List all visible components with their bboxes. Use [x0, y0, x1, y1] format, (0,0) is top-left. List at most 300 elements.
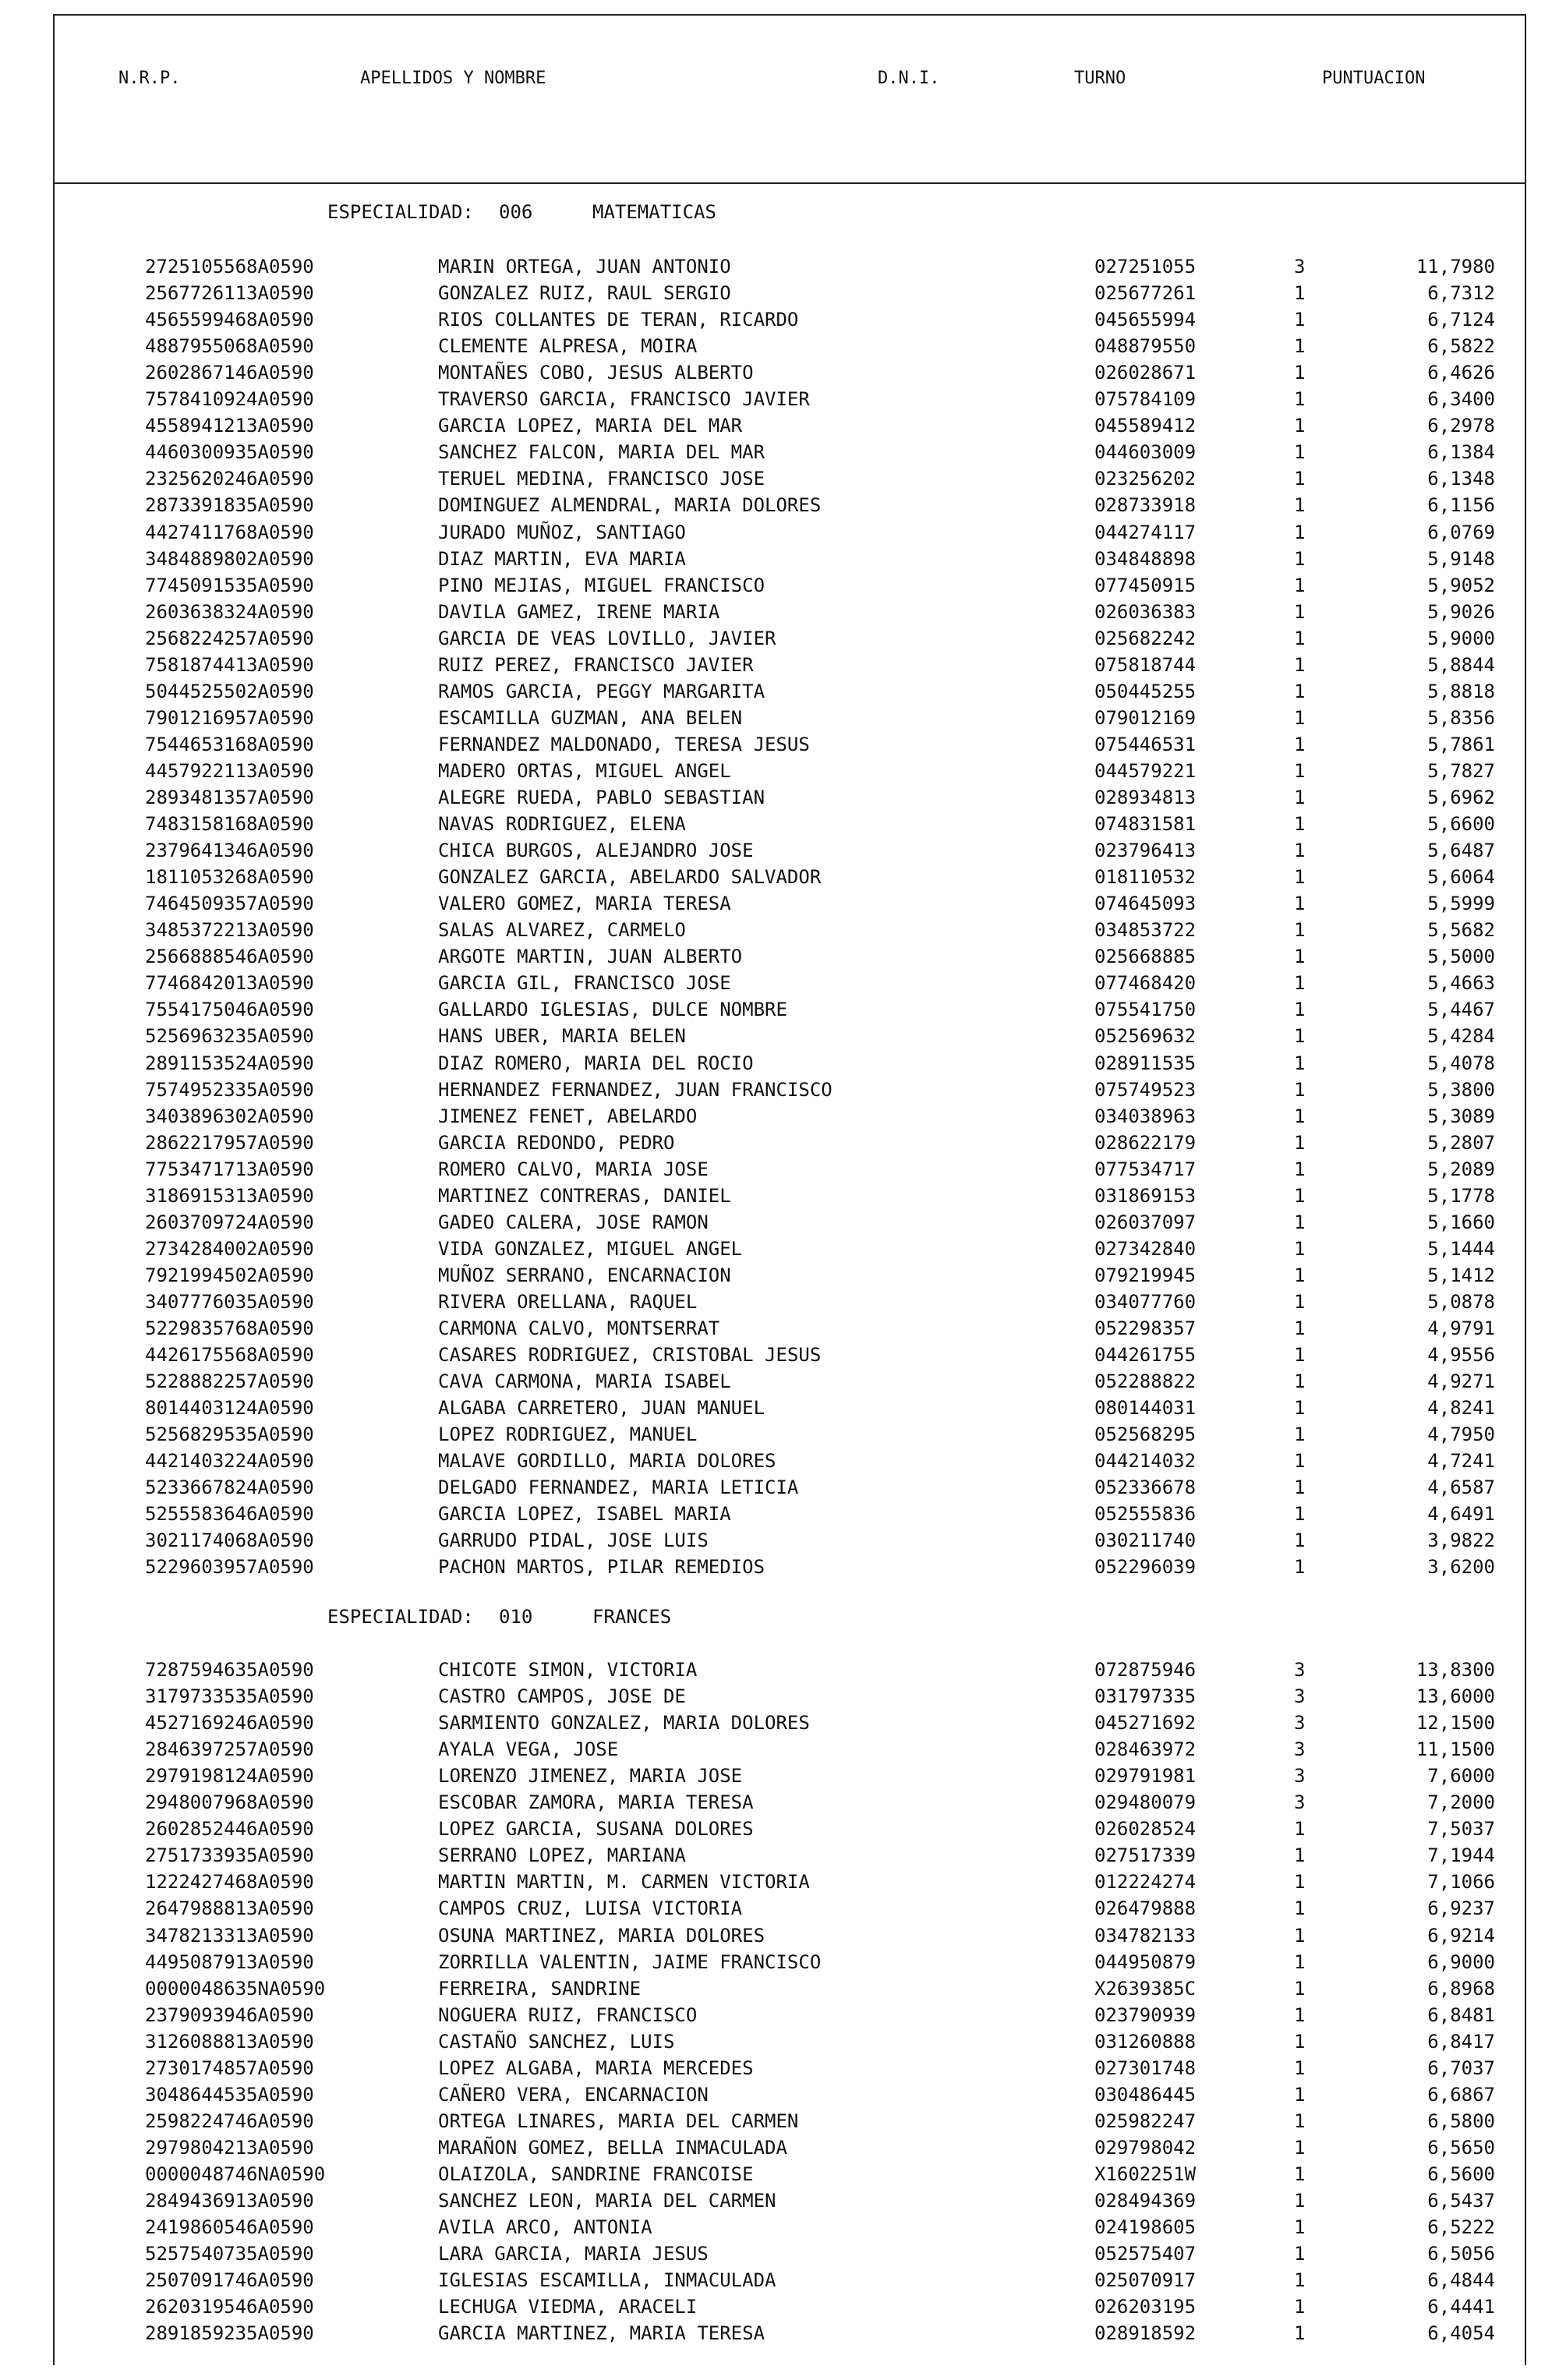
nrp-cell: 4495087913A0590	[145, 1950, 314, 1973]
section-code: 010	[499, 1606, 533, 1628]
turno-cell: 1	[1294, 1950, 1306, 1973]
nrp-cell: 7483158168A0590	[145, 813, 314, 836]
table-row	[0, 707, 1559, 734]
puntuacion-cell: 5,3089	[1427, 1105, 1495, 1127]
puntuacion-cell: 6,7124	[1427, 309, 1495, 331]
nrp-cell: 7544653168A0590	[145, 733, 314, 755]
nrp-cell: 4426175568A0590	[145, 1344, 314, 1367]
nrp-cell: 2873391835A0590	[145, 494, 314, 517]
name-cell: LOPEZ RODRIGUEZ, MANUEL	[438, 1423, 698, 1446]
nrp-cell: 5228882257A0590	[145, 1370, 314, 1393]
turno-cell: 1	[1294, 972, 1306, 995]
table-row	[0, 2031, 1559, 2057]
dni-cell: 028733918	[1094, 494, 1197, 517]
puntuacion-cell: 5,8844	[1427, 653, 1495, 676]
dni-cell: 044274117	[1094, 521, 1197, 543]
turno-cell: 1	[1294, 840, 1306, 862]
dni-cell: 074831581	[1094, 813, 1197, 836]
nrp-cell: 1222427468A0590	[145, 1871, 314, 1894]
nrp-cell: 4527169246A0590	[145, 1712, 314, 1735]
puntuacion-cell: 6,7312	[1427, 282, 1495, 305]
dni-cell: 052569632	[1094, 1025, 1197, 1048]
name-cell: GONZALEZ RUIZ, RAUL SERGIO	[438, 282, 731, 305]
dni-cell: 044261755	[1094, 1344, 1197, 1367]
puntuacion-cell: 6,9214	[1427, 1924, 1495, 1947]
name-cell: ESCOBAR ZAMORA, MARIA TERESA	[438, 1791, 754, 1814]
puntuacion-cell: 5,1444	[1427, 1237, 1495, 1260]
nrp-cell: 3403896302A0590	[145, 1105, 314, 1127]
table-row	[0, 1344, 1559, 1370]
name-cell: JIMENEZ FENET, ABELARDO	[438, 1105, 698, 1127]
dni-cell: 080144031	[1094, 1397, 1197, 1420]
turno-cell: 1	[1294, 627, 1306, 649]
turno-cell: 1	[1294, 2269, 1306, 2292]
section-name: MATEMATICAS	[592, 201, 716, 223]
section-label: ESPECIALIDAD:	[327, 201, 474, 223]
dni-cell: 052568295	[1094, 1423, 1197, 1446]
nrp-cell: 3048644535A0590	[145, 2083, 314, 2106]
turno-cell: 1	[1294, 282, 1306, 305]
table-row	[0, 1079, 1559, 1105]
nrp-cell: 2734284002A0590	[145, 1237, 314, 1260]
turno-cell: 1	[1294, 2296, 1306, 2318]
table-row	[0, 1844, 1559, 1871]
puntuacion-cell: 6,5822	[1427, 335, 1495, 358]
nrp-cell: 2751733935A0590	[145, 1844, 314, 1867]
nrp-cell: 3485372213A0590	[145, 919, 314, 942]
name-cell: CAÑERO VERA, ENCARNACION	[438, 2083, 709, 2106]
name-cell: ALEGRE RUEDA, PABLO SEBASTIAN	[438, 787, 765, 808]
puntuacion-cell: 4,9556	[1427, 1344, 1495, 1367]
puntuacion-cell: 6,1348	[1427, 468, 1495, 490]
turno-cell: 1	[1294, 1184, 1306, 1207]
dni-cell: 028934813	[1094, 787, 1197, 808]
dni-cell: 026203195	[1094, 2296, 1197, 2318]
dni-cell: 034848898	[1094, 547, 1197, 570]
dni-cell: 024198605	[1094, 2216, 1197, 2239]
turno-cell: 1	[1294, 574, 1306, 596]
table-row	[0, 681, 1559, 707]
name-cell: DAVILA GAMEZ, IRENE MARIA	[438, 600, 720, 623]
name-cell: RAMOS GARCIA, PEGGY MARGARITA	[438, 680, 765, 702]
nrp-cell: 5229603957A0590	[145, 1556, 314, 1579]
dni-cell: X2639385C	[1094, 1977, 1197, 2000]
table-row	[0, 309, 1559, 335]
dni-cell: 045271692	[1094, 1712, 1197, 1735]
table-row	[0, 548, 1559, 575]
name-cell: GARRUDO PIDAL, JOSE LUIS	[438, 1529, 709, 1552]
table-row	[0, 1685, 1559, 1712]
nrp-cell: 2891859235A0590	[145, 2322, 314, 2345]
table-row	[0, 2269, 1559, 2296]
name-cell: PINO MEJIAS, MIGUEL FRANCISCO	[438, 574, 765, 596]
dni-cell: 026037097	[1094, 1211, 1197, 1233]
dni-cell: 029791981	[1094, 1765, 1197, 1788]
turno-cell: 3	[1294, 1659, 1306, 1681]
puntuacion-cell: 4,7950	[1427, 1423, 1495, 1446]
turno-cell: 1	[1294, 1025, 1306, 1048]
puntuacion-cell: 3,6200	[1427, 1556, 1495, 1579]
table-row	[0, 468, 1559, 494]
turno-cell: 1	[1294, 1503, 1306, 1526]
table-row	[0, 1791, 1559, 1818]
name-cell: IGLESIAS ESCAMILLA, INMACULADA	[438, 2269, 776, 2292]
puntuacion-cell: 5,4284	[1427, 1025, 1495, 1048]
puntuacion-cell: 5,6064	[1427, 866, 1495, 889]
dni-cell: 034782133	[1094, 1924, 1197, 1947]
nrp-cell: 3021174068A0590	[145, 1529, 314, 1552]
table-row	[0, 1765, 1559, 1791]
dni-cell: 052555836	[1094, 1503, 1197, 1526]
name-cell: ZORRILLA VALENTIN, JAIME FRANCISCO	[438, 1950, 822, 1973]
turno-cell: 1	[1294, 1158, 1306, 1180]
nrp-cell: 2891153524A0590	[145, 1052, 314, 1074]
dni-cell: 044579221	[1094, 759, 1197, 782]
table-row	[0, 1317, 1559, 1344]
puntuacion-cell: 6,9237	[1427, 1897, 1495, 1920]
table-row	[0, 1132, 1559, 1158]
nrp-cell: 3179733535A0590	[145, 1685, 314, 1708]
nrp-cell: 2730174857A0590	[145, 2056, 314, 2079]
name-cell: MALAVE GORDILLO, MARIA DOLORES	[438, 1450, 776, 1473]
dni-cell: 052336678	[1094, 1476, 1197, 1499]
turno-cell: 1	[1294, 1237, 1306, 1260]
nrp-cell: 0000048746NA0590	[145, 2163, 326, 2185]
name-cell: JURADO MUÑOZ, SANTIAGO	[438, 521, 686, 543]
nrp-cell: 2603638324A0590	[145, 600, 314, 623]
col-nrp-header: N.R.P.	[118, 69, 181, 88]
puntuacion-cell: 5,8356	[1427, 706, 1495, 729]
dni-cell: 052288822	[1094, 1370, 1197, 1393]
puntuacion-cell: 5,7861	[1427, 733, 1495, 755]
name-cell: GARCIA LOPEZ, MARIA DEL MAR	[438, 415, 743, 437]
table-row	[0, 1818, 1559, 1844]
name-cell: LOPEZ GARCIA, SUSANA DOLORES	[438, 1818, 754, 1841]
puntuacion-cell: 5,2089	[1427, 1158, 1495, 1180]
table-row	[0, 866, 1559, 893]
nrp-cell: 2948007968A0590	[145, 1791, 314, 1814]
nrp-cell: 0000048635NA0590	[145, 1977, 326, 2000]
table-row	[0, 1503, 1559, 1529]
nrp-cell: 5233667824A0590	[145, 1476, 314, 1499]
table-row	[0, 1978, 1559, 2004]
name-cell: CASARES RODRIGUEZ, CRISTOBAL JESUS	[438, 1344, 822, 1367]
turno-cell: 1	[1294, 441, 1306, 464]
puntuacion-cell: 7,6000	[1427, 1765, 1495, 1788]
name-cell: CAMPOS CRUZ, LUISA VICTORIA	[438, 1897, 743, 1920]
table-row	[0, 1211, 1559, 1238]
table-row	[0, 840, 1559, 866]
dni-cell: 075784109	[1094, 388, 1197, 411]
turno-cell: 1	[1294, 335, 1306, 358]
nrp-cell: 2602867146A0590	[145, 362, 314, 384]
turno-cell: 1	[1294, 1476, 1306, 1499]
table-row	[0, 1105, 1559, 1132]
nrp-cell: 2725105568A0590	[145, 256, 314, 278]
dni-cell: 034077760	[1094, 1290, 1197, 1313]
table-row	[0, 1556, 1559, 1583]
dni-cell: 026028524	[1094, 1818, 1197, 1841]
table-row	[0, 1052, 1559, 1079]
turno-cell: 3	[1294, 1791, 1306, 1814]
table-row	[0, 2004, 1559, 2031]
section-code: 006	[499, 201, 533, 223]
nrp-cell: 2893481357A0590	[145, 787, 314, 808]
table-row	[0, 919, 1559, 946]
table-row	[0, 2190, 1559, 2216]
table-row	[0, 2322, 1559, 2349]
table-row	[0, 1951, 1559, 1978]
dni-cell: 030211740	[1094, 1529, 1197, 1552]
col-name-header: APELLIDOS Y NOMBRE	[360, 69, 546, 88]
puntuacion-cell: 5,6487	[1427, 840, 1495, 862]
turno-cell: 1	[1294, 1397, 1306, 1420]
puntuacion-cell: 3,9822	[1427, 1529, 1495, 1552]
puntuacion-cell: 5,6962	[1427, 787, 1495, 808]
name-cell: GALLARDO IGLESIAS, DULCE NOMBRE	[438, 999, 787, 1021]
dni-cell: 025668885	[1094, 946, 1197, 968]
dni-cell: X1602251W	[1094, 2163, 1197, 2185]
nrp-cell: 2979804213A0590	[145, 2136, 314, 2159]
puntuacion-cell: 4,6587	[1427, 1476, 1495, 1499]
dni-cell: 025982247	[1094, 2109, 1197, 2132]
table-row	[0, 388, 1559, 415]
name-cell: MUÑOZ SERRANO, ENCARNACION	[438, 1264, 731, 1286]
dni-cell: 045655994	[1094, 309, 1197, 331]
turno-cell: 1	[1294, 2003, 1306, 2026]
turno-cell: 1	[1294, 1264, 1306, 1286]
dni-cell: 034853722	[1094, 919, 1197, 942]
col-dni-header: D.N.I.	[878, 69, 940, 88]
puntuacion-cell: 7,2000	[1427, 1791, 1495, 1814]
dni-cell: 023796413	[1094, 840, 1197, 862]
turno-cell: 1	[1294, 787, 1306, 808]
table-row	[0, 999, 1559, 1025]
table-header	[53, 14, 1526, 184]
dni-cell: 031260888	[1094, 2030, 1197, 2053]
nrp-cell: 2379641346A0590	[145, 840, 314, 862]
puntuacion-cell: 6,5222	[1427, 2216, 1495, 2239]
table-row	[0, 734, 1559, 760]
dni-cell: 044214032	[1094, 1450, 1197, 1473]
nrp-cell: 5229835768A0590	[145, 1317, 314, 1339]
name-cell: SANCHEZ LEON, MARIA DEL CARMEN	[438, 2190, 776, 2212]
nrp-cell: 2567726113A0590	[145, 282, 314, 305]
dni-cell: 079219945	[1094, 1264, 1197, 1286]
turno-cell: 1	[1294, 706, 1306, 729]
dni-cell: 075541750	[1094, 999, 1197, 1021]
name-cell: CHICA BURGOS, ALEJANDRO JOSE	[438, 840, 754, 862]
turno-cell: 1	[1294, 494, 1306, 517]
name-cell: MONTAÑES COBO, JESUS ALBERTO	[438, 362, 754, 384]
puntuacion-cell: 6,4441	[1427, 2296, 1495, 2318]
nrp-cell: 2620319546A0590	[145, 2296, 314, 2318]
dni-cell: 028622179	[1094, 1131, 1197, 1154]
turno-cell: 1	[1294, 2030, 1306, 2053]
table-row	[0, 1264, 1559, 1291]
nrp-cell: 5257540735A0590	[145, 2243, 314, 2265]
dni-cell: 025677261	[1094, 282, 1197, 305]
puntuacion-cell: 5,1660	[1427, 1211, 1495, 1233]
nrp-cell: 7901216957A0590	[145, 706, 314, 729]
puntuacion-cell: 5,1412	[1427, 1264, 1495, 1286]
table-row	[0, 362, 1559, 388]
puntuacion-cell: 4,7241	[1427, 1450, 1495, 1473]
name-cell: ALGABA CARRETERO, JUAN MANUEL	[438, 1397, 765, 1420]
nrp-cell: 2507091746A0590	[145, 2269, 314, 2292]
turno-cell: 1	[1294, 999, 1306, 1021]
name-cell: DOMINGUEZ ALMENDRAL, MARIA DOLORES	[438, 494, 822, 517]
puntuacion-cell: 5,4078	[1427, 1052, 1495, 1074]
dni-cell: 028918592	[1094, 2322, 1197, 2345]
turno-cell: 1	[1294, 388, 1306, 411]
name-cell: AYALA VEGA, JOSE	[438, 1738, 619, 1761]
name-cell: MARTINEZ CONTRERAS, DANIEL	[438, 1184, 731, 1207]
name-cell: FERREIRA, SANDRINE	[438, 1977, 642, 2000]
puntuacion-cell: 5,1778	[1427, 1184, 1495, 1207]
nrp-cell: 8014403124A0590	[145, 1397, 314, 1420]
col-turno-header: TURNO	[1074, 69, 1126, 88]
nrp-cell: 5044525502A0590	[145, 680, 314, 702]
name-cell: OLAIZOLA, SANDRINE FRANCOISE	[438, 2163, 754, 2185]
table-row	[0, 2216, 1559, 2243]
dni-cell: 031869153	[1094, 1184, 1197, 1207]
nrp-cell: 7464509357A0590	[145, 893, 314, 915]
puntuacion-cell: 6,7037	[1427, 2056, 1495, 2079]
table-row	[0, 1397, 1559, 1423]
turno-cell: 1	[1294, 521, 1306, 543]
table-row	[0, 2110, 1559, 2137]
nrp-cell: 2566888546A0590	[145, 946, 314, 968]
turno-cell: 1	[1294, 2083, 1306, 2106]
nrp-cell: 2325620246A0590	[145, 468, 314, 490]
name-cell: HERNANDEZ FERNANDEZ, JUAN FRANCISCO	[438, 1078, 833, 1101]
turno-cell: 1	[1294, 2322, 1306, 2345]
nrp-cell: 4887955068A0590	[145, 335, 314, 358]
name-cell: CASTRO CAMPOS, JOSE DE	[438, 1685, 686, 1708]
table-row	[0, 2243, 1559, 2269]
dni-cell: 077450915	[1094, 574, 1197, 596]
turno-cell: 1	[1294, 2190, 1306, 2212]
table-row	[0, 575, 1559, 601]
name-cell: TRAVERSO GARCIA, FRANCISCO JAVIER	[438, 388, 810, 411]
name-cell: LARA GARCIA, MARIA JESUS	[438, 2243, 709, 2265]
turno-cell: 1	[1294, 2163, 1306, 2185]
dni-cell: 025682242	[1094, 627, 1197, 649]
nrp-cell: 2568224257A0590	[145, 627, 314, 649]
puntuacion-cell: 5,7827	[1427, 759, 1495, 782]
turno-cell: 1	[1294, 946, 1306, 968]
puntuacion-cell: 4,9791	[1427, 1317, 1495, 1339]
turno-cell: 3	[1294, 1712, 1306, 1735]
table-row	[0, 2057, 1559, 2084]
turno-cell: 1	[1294, 1977, 1306, 2000]
dni-cell: 026036383	[1094, 600, 1197, 623]
table-row	[0, 813, 1559, 840]
dni-cell: 072875946	[1094, 1659, 1197, 1681]
dni-cell: 026028671	[1094, 362, 1197, 384]
turno-cell: 1	[1294, 1290, 1306, 1313]
turno-cell: 1	[1294, 2243, 1306, 2265]
turno-cell: 1	[1294, 1317, 1306, 1339]
dni-cell: 044603009	[1094, 441, 1197, 464]
nrp-cell: 7581874413A0590	[145, 653, 314, 676]
nrp-cell: 7746842013A0590	[145, 972, 314, 995]
turno-cell: 1	[1294, 893, 1306, 915]
dni-cell: 023790939	[1094, 2003, 1197, 2026]
dni-cell: 031797335	[1094, 1685, 1197, 1708]
turno-cell: 1	[1294, 600, 1306, 623]
dni-cell: 029798042	[1094, 2136, 1197, 2159]
puntuacion-cell: 5,5682	[1427, 919, 1495, 942]
name-cell: GARCIA DE VEAS LOVILLO, JAVIER	[438, 627, 776, 649]
nrp-cell: 2598224746A0590	[145, 2109, 314, 2132]
table-row	[0, 1291, 1559, 1317]
puntuacion-cell: 6,6867	[1427, 2083, 1495, 2106]
dni-cell: 075818744	[1094, 653, 1197, 676]
name-cell: LORENZO JIMENEZ, MARIA JOSE	[438, 1765, 743, 1788]
turno-cell: 1	[1294, 362, 1306, 384]
turno-cell: 1	[1294, 1897, 1306, 1920]
dni-cell: 027342840	[1094, 1237, 1197, 1260]
puntuacion-cell: 5,0878	[1427, 1290, 1495, 1313]
turno-cell: 3	[1294, 256, 1306, 278]
puntuacion-cell: 5,9148	[1427, 547, 1495, 570]
table-row	[0, 1370, 1559, 1397]
name-cell: AVILA ARCO, ANTONIA	[438, 2216, 652, 2239]
puntuacion-cell: 6,1384	[1427, 441, 1495, 464]
turno-cell: 1	[1294, 919, 1306, 942]
puntuacion-cell: 11,1500	[1416, 1738, 1495, 1761]
col-punt-header: PUNTUACION	[1322, 69, 1426, 88]
name-cell: VIDA GONZALEZ, MIGUEL ANGEL	[438, 1237, 743, 1260]
dni-cell: 052575407	[1094, 2243, 1197, 2265]
nrp-cell: 2862217957A0590	[145, 1131, 314, 1154]
puntuacion-cell: 5,9000	[1427, 627, 1495, 649]
name-cell: ESCAMILLA GUZMAN, ANA BELEN	[438, 706, 743, 729]
puntuacion-cell: 5,5999	[1427, 893, 1495, 915]
dni-cell: 030486445	[1094, 2083, 1197, 2106]
dni-cell: 045589412	[1094, 415, 1197, 437]
nrp-cell: 7287594635A0590	[145, 1659, 314, 1681]
name-cell: TERUEL MEDINA, FRANCISCO JOSE	[438, 468, 765, 490]
table-row	[0, 282, 1559, 309]
table-row	[0, 2137, 1559, 2163]
puntuacion-cell: 5,9052	[1427, 574, 1495, 596]
nrp-cell: 7554175046A0590	[145, 999, 314, 1021]
name-cell: SALAS ALVAREZ, CARMELO	[438, 919, 686, 942]
dni-cell: 028494369	[1094, 2190, 1197, 2212]
name-cell: NAVAS RODRIGUEZ, ELENA	[438, 813, 686, 836]
puntuacion-cell: 5,2807	[1427, 1131, 1495, 1154]
name-cell: DIAZ ROMERO, MARIA DEL ROCIO	[438, 1052, 754, 1074]
name-cell: ORTEGA LINARES, MARIA DEL CARMEN	[438, 2109, 799, 2132]
nrp-cell: 3407776035A0590	[145, 1290, 314, 1313]
name-cell: MARAÑON GOMEZ, BELLA INMACULADA	[438, 2136, 787, 2159]
name-cell: ROMERO CALVO, MARIA JOSE	[438, 1158, 709, 1180]
nrp-cell: 2979198124A0590	[145, 1765, 314, 1788]
table-row	[0, 893, 1559, 919]
nrp-cell: 7753471713A0590	[145, 1158, 314, 1180]
nrp-cell: 4427411768A0590	[145, 521, 314, 543]
table-row	[0, 1476, 1559, 1503]
dni-cell: 077534717	[1094, 1158, 1197, 1180]
name-cell: GARCIA MARTINEZ, MARIA TERESA	[438, 2322, 765, 2345]
table-row	[0, 628, 1559, 654]
dni-cell: 028911535	[1094, 1052, 1197, 1074]
name-cell: SERRANO LOPEZ, MARIANA	[438, 1844, 686, 1867]
name-cell: ARGOTE MARTIN, JUAN ALBERTO	[438, 946, 743, 968]
